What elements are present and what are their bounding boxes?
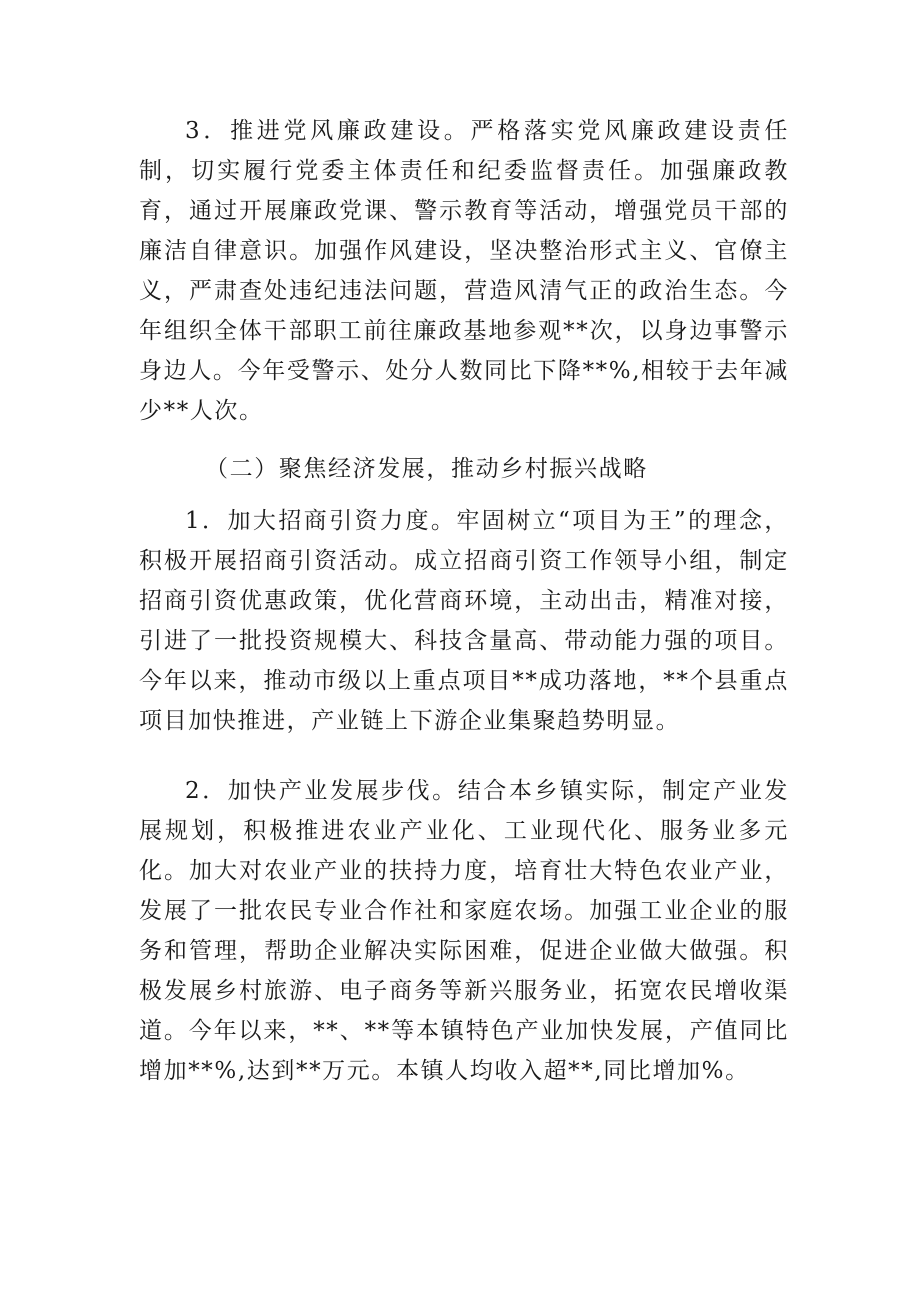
section-heading-economic-development: （二）聚焦经济发展，推动乡村振兴战略 (205, 456, 648, 482)
paragraph-industry-development: 2．加快产业发展步伐。结合本乡镇实际，制定产业发展规划，积极推进农业产业化、工业现代化、服务业多元化。加大对农业产业的扶持力度，培育壮大特色农业产业，发展了一批农民专业合作社和家庭农场。加强工业企业的服务和管理，帮助企业解决实际困难，促进企业做大做强。积极发展乡村旅游、电子商务等新兴服务业，拓宽农民增收渠道。今年以来，**、**等本镇特色产业加快发展，产值同比增加**%,达到**万元。本镇人均收入超**,同比增加%。 (139, 778, 789, 1084)
paragraph-party-integrity: 3．推进党风廉政建设。严格落实党风廉政建设责任制，切实履行党委主体责任和纪委监督责任。加强廉政教育，通过开展廉政党课、警示教育等活动，增强党员干部的廉洁自律意识。加强作风建设，坚决整治形式主义、官僚主义，严肃查处违纪违法问题，营造风清气正的政治生态。今年组织全体干部职工前往廉政基地参观**次，以身边事警示身边人。今年受警示、处分人数同比下降**%,相较于去年减少**人次。 (139, 118, 789, 424)
paragraph-investment-attraction: 1．加大招商引资力度。牢固树立“项目为王”的理念，积极开展招商引资活动。成立招商引资工作领导小组，制定招商引资优惠政策，优化营商环境，主动出击，精准对接，引进了一批投资规模大、科技含量高、带动能力强的项目。今年以来，推动市级以上重点项目**成功落地，**个县重点项目加快推进，产业链上下游企业集聚趋势明显。 (139, 508, 789, 734)
